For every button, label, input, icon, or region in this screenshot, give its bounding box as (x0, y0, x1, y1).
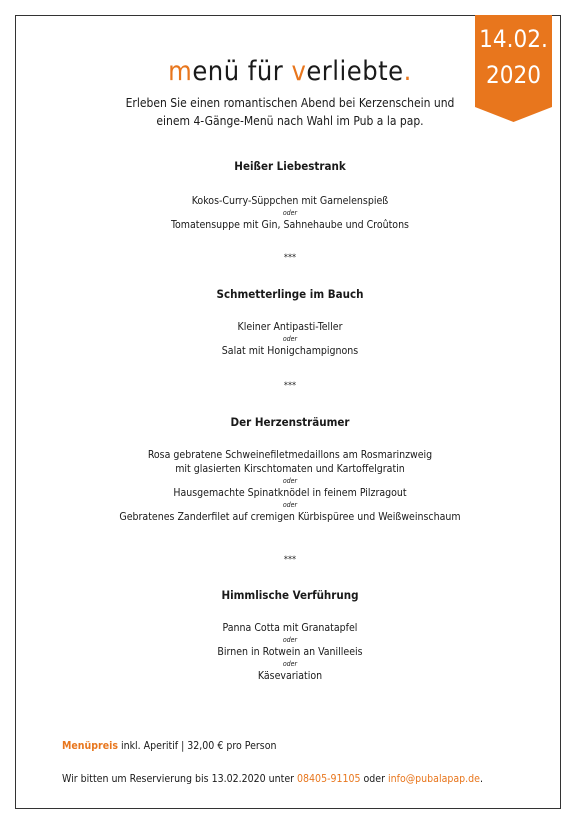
or-word: oder (282, 501, 298, 509)
menu-frame (15, 15, 561, 809)
dish: Rosa gebratene Schweinefiletmedaillons am Rosmarinzweig (147, 449, 433, 461)
title-accent-dot: . (403, 56, 412, 87)
course-title: Der Herzensträumer (230, 415, 350, 429)
intro-line: einem 4-Gänge-Menü nach Wahl im Pub a la pap. (156, 114, 424, 128)
dish: Panna Cotta mit Granatapfel (222, 622, 358, 634)
dish: Salat mit Honigchampignons (221, 345, 359, 357)
separator: *** (283, 555, 297, 565)
or-word: oder (282, 660, 298, 668)
course-section (0, 158, 580, 232)
reservation-line (62, 773, 483, 785)
or-word: oder (282, 209, 298, 217)
dish: Hausgemachte Spinatknödel in feinem Pilzragout (173, 487, 407, 499)
intro-text (0, 94, 580, 130)
course-title: Heißer Liebestrank (234, 159, 346, 173)
course-section (0, 286, 580, 358)
title-accent-letter: m (168, 56, 193, 87)
date-day: 14.02. (479, 25, 548, 53)
dish: Tomatensuppe mit Gin, Sahnehaube und Croûtons (171, 219, 409, 231)
title-text: enü für (192, 56, 292, 87)
price-line (62, 740, 276, 752)
reservation-text: Wir bitten um Reservierung bis 13.02.2020 unter (62, 773, 298, 785)
dish: Käsevariation (257, 670, 323, 682)
dish: mit glasierten Kirschtomaten und Kartoffelgratin (175, 463, 405, 475)
reservation-text: . (479, 773, 483, 785)
title-text: erliebte (306, 56, 404, 87)
or-word: oder (282, 477, 298, 485)
phone-link[interactable]: 08405-91105 (297, 773, 361, 785)
page-title (0, 56, 580, 87)
course-section (0, 587, 580, 683)
date-year: 2020 (486, 61, 541, 89)
dish: Gebratenes Zanderfilet auf cremigen Kürbispüree und Weißweinschaum (119, 511, 461, 523)
separator: *** (283, 381, 297, 391)
email-link[interactable]: info@pubalapap.de (388, 773, 480, 785)
course-section (0, 414, 580, 524)
or-word: oder (282, 636, 298, 644)
dish: Birnen in Rotwein an Vanilleeis (217, 646, 363, 658)
course-title: Schmetterlinge im Bauch (216, 287, 364, 301)
price-label: Menüpreis (62, 740, 118, 752)
or-word: oder (282, 335, 298, 343)
title-accent-letter: v (291, 56, 307, 87)
dish: Kleiner Antipasti-Teller (237, 321, 343, 333)
separator: *** (283, 253, 297, 263)
price-text: inkl. Aperitif | 32,00 € pro Person (117, 740, 277, 752)
dish: Kokos-Curry-Süppchen mit Garnelenspieß (191, 195, 389, 207)
reservation-text: oder (360, 773, 389, 785)
intro-line: Erleben Sie einen romantischen Abend bei Kerzenschein und (125, 96, 455, 110)
course-title: Himmlische Verführung (221, 588, 359, 602)
